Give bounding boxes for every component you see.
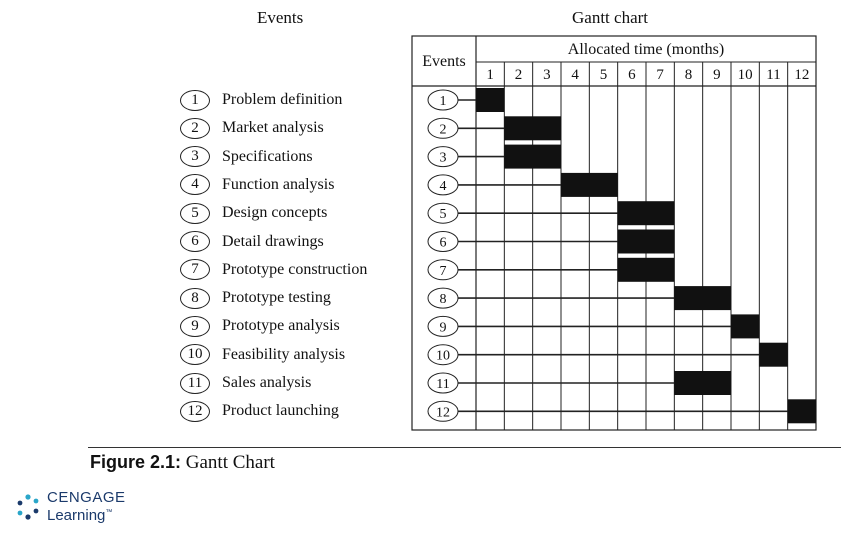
event-number-badge: 10: [180, 344, 210, 365]
month-tick-label: 2: [514, 67, 523, 83]
event-number-badge: 12: [180, 401, 210, 422]
logo-line2: Learning: [47, 507, 106, 524]
event-number: 2: [439, 122, 447, 138]
task-bar: [788, 399, 816, 423]
event-number: 12: [436, 405, 450, 421]
month-tick-label: 3: [543, 67, 551, 83]
events-column-header: Events: [422, 53, 466, 70]
task-bar: [674, 371, 731, 395]
event-label: Feasibility analysis: [222, 345, 346, 363]
event-label: Specifications: [222, 147, 313, 165]
event-number-badge: 4: [180, 174, 210, 195]
event-number-badge: 11: [180, 373, 210, 394]
event-number-badge: 9: [180, 316, 210, 337]
event-number-badge: 6: [180, 231, 210, 252]
event-number: 10: [436, 348, 450, 364]
event-number: 7: [439, 263, 447, 279]
month-tick-label: 9: [713, 67, 721, 83]
logo-trademark: ™: [105, 509, 113, 516]
event-number: 11: [436, 377, 450, 392]
event-number: 8: [439, 292, 447, 308]
cengage-logo-icon: [13, 492, 43, 522]
event-label: Prototype analysis: [222, 317, 340, 335]
event-number: 3: [439, 150, 447, 166]
task-bar: [674, 286, 731, 310]
event-label: Problem definition: [222, 91, 343, 108]
publisher-logo: [13, 490, 126, 523]
figure-title: Gantt Chart: [185, 452, 275, 473]
month-tick-label: 11: [766, 67, 781, 83]
task-bar: [561, 173, 618, 197]
task-bar: [618, 230, 675, 254]
task-bar: [504, 145, 561, 169]
task-bar: [759, 343, 787, 367]
event-number: 9: [439, 320, 447, 336]
event-label: Function analysis: [222, 175, 335, 193]
cengage-wordmark: [47, 490, 126, 523]
month-tick-label: 1: [486, 67, 494, 83]
event-label: Design concepts: [222, 204, 328, 222]
task-bar: [618, 258, 675, 282]
event-number: 6: [439, 235, 447, 251]
task-bar: [476, 88, 504, 112]
event-label: Sales analysis: [222, 374, 312, 391]
month-tick-label: 5: [599, 67, 608, 83]
task-bar: [731, 314, 759, 338]
event-number-badge: 3: [180, 146, 210, 167]
month-tick-label: 8: [684, 67, 693, 83]
event-label: Prototype construction: [222, 260, 368, 278]
task-bar: [504, 116, 561, 140]
month-tick-label: 10: [737, 67, 753, 83]
month-tick-label: 7: [656, 67, 664, 83]
task-bar: [618, 201, 675, 225]
gantt-frame: [412, 36, 816, 430]
logo-line1: CENGAGE: [47, 489, 126, 506]
events-heading: Events: [257, 8, 304, 27]
figure-caption: [90, 452, 275, 474]
event-number-badge: 8: [180, 288, 210, 309]
caption-divider: [88, 447, 841, 448]
event-number: 1: [439, 94, 447, 109]
month-tick-label: 4: [571, 67, 579, 83]
month-tick-label: 12: [794, 67, 810, 83]
time-axis-label: Allocated time (months): [567, 41, 725, 58]
event-number: 5: [439, 207, 447, 223]
event-number-badge: 1: [180, 90, 210, 111]
month-tick-label: 6: [628, 67, 636, 83]
event-label: Product launching: [222, 402, 339, 420]
event-label: Market analysis: [222, 119, 324, 137]
event-number: 4: [439, 178, 447, 194]
event-label: Detail drawings: [222, 232, 324, 250]
event-number-badge: 7: [180, 259, 210, 280]
event-number-badge: 5: [180, 203, 210, 224]
event-number-badge: 2: [180, 118, 210, 139]
gantt-heading: Gantt chart: [572, 8, 648, 27]
figure-number: Figure 2.1:: [90, 452, 182, 472]
event-label: Prototype testing: [222, 289, 331, 307]
